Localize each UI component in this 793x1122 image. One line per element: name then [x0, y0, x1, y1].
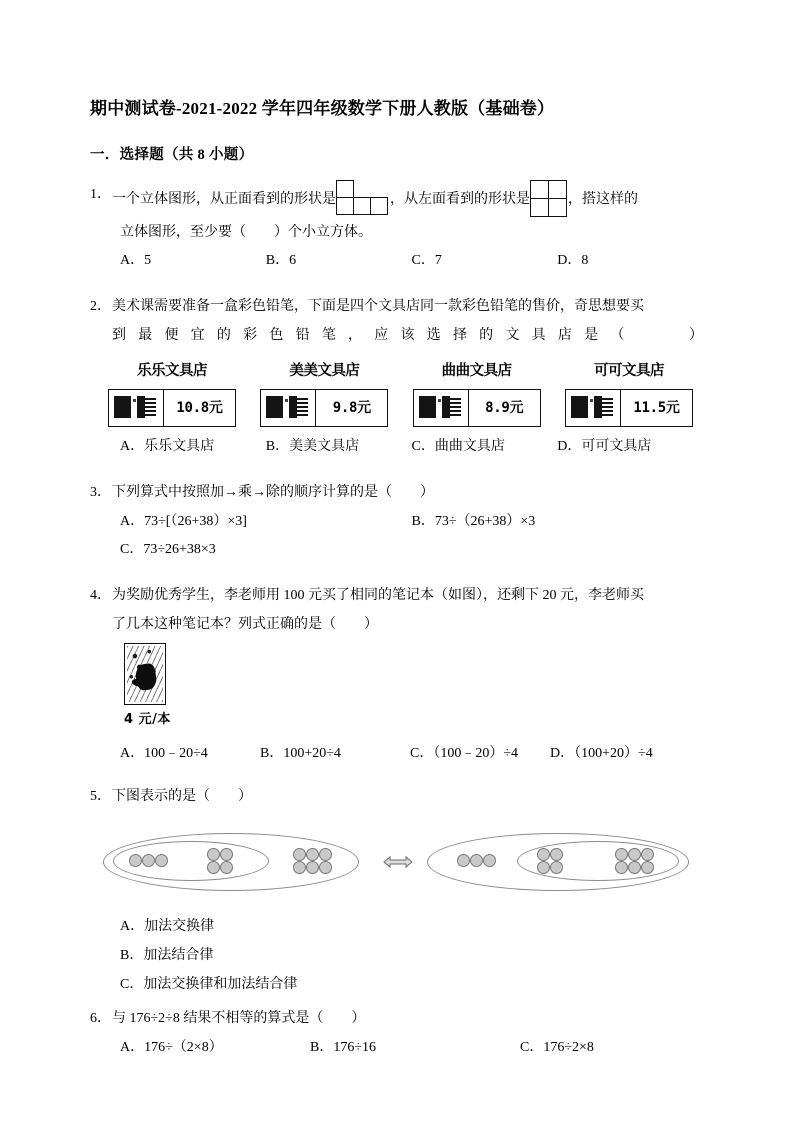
page-title: 期中测试卷-2021-2022 学年四年级数学下册人教版（基础卷）: [90, 99, 555, 118]
question-1-text-c: ，搭这样的: [568, 192, 638, 208]
question-2-options: [90, 433, 703, 462]
question-6-option-a[interactable]: A．176÷（2×8）: [120, 1040, 223, 1056]
pencil-box-icon-2: [261, 390, 316, 426]
question-1-text-a: 一个立体图形，从正面看到的形状是: [112, 192, 336, 208]
question-1-stem-line-2: 立体图形，至少要（ ）个小立方体。: [120, 224, 372, 240]
question-2-option-b[interactable]: B．美美文具店: [265, 439, 360, 455]
question-6-number: 6．: [90, 1011, 111, 1027]
question-5-option-c[interactable]: C．加法交换律和加法结合律: [120, 976, 298, 992]
store-name-4: 可可文具店: [593, 362, 664, 379]
question-6-stem: [90, 1005, 703, 1034]
question-5-stem: [90, 783, 703, 812]
question-2-option-a[interactable]: A．乐乐文具店: [120, 439, 215, 455]
question-3-option-b[interactable]: B．73÷（26+38）×3: [411, 513, 536, 529]
store-name-3: 曲曲文具店: [441, 362, 512, 379]
pencil-box-icon-4: [566, 390, 621, 426]
question-3-option-c[interactable]: C．73÷26+38×3: [120, 542, 216, 558]
question-4-option-c[interactable]: C．（100﹣20）÷4: [410, 746, 519, 762]
question-4-stem: [90, 582, 703, 611]
question-2-option-c[interactable]: C．曲曲文具店: [411, 439, 505, 455]
question-5-stem-text: 下图表示的是（ ）: [112, 788, 252, 804]
question-1-options: [90, 247, 703, 276]
left-view-square-figure: [530, 180, 568, 218]
pencil-box-icon-1: [109, 390, 164, 426]
question-3-number: 3．: [90, 484, 111, 500]
question-2-option-d[interactable]: D．可可文具店: [557, 439, 652, 455]
pencil-box-icon-3: [414, 390, 469, 426]
store-card-1: [108, 357, 236, 428]
notebook-price-label: 4 元/本: [124, 712, 171, 728]
question-6: [90, 1005, 703, 1062]
question-5: [90, 783, 703, 1000]
notebook-image: [124, 643, 166, 705]
notebook-figure: [90, 643, 703, 734]
question-4-number: 4．: [90, 588, 111, 604]
question-1: [90, 181, 703, 276]
question-1-option-d[interactable]: D．8: [557, 253, 589, 269]
question-4-stem-line-1: 为奖励优秀学生，李老师用 100 元买了相同的笔记本（如图），还剩下 20 元，李老师买: [112, 588, 644, 604]
store-card-2: [260, 357, 388, 428]
store-price-figure: [90, 357, 703, 428]
question-3-option-a[interactable]: A．73÷[（26+38）×3]: [120, 513, 247, 529]
question-4-option-b[interactable]: B．100+20÷4: [260, 746, 341, 762]
question-5-number: 5．: [90, 788, 111, 804]
question-1-number: 1．: [90, 186, 111, 202]
question-2: [90, 293, 703, 462]
question-1-option-c[interactable]: C．7: [411, 253, 442, 269]
question-6-option-b[interactable]: B．176÷16: [310, 1040, 377, 1056]
store-price-card-4: [565, 389, 693, 427]
question-4: [90, 582, 703, 769]
question-5-option-a[interactable]: A．加法交换律: [120, 919, 215, 935]
store-name-2: 美美文具店: [289, 362, 360, 379]
store-card-4: [565, 357, 693, 428]
question-3: [90, 479, 703, 565]
store-card-3: [413, 357, 541, 428]
question-2-stem-line-1: 美术课需要准备一盒彩色铅笔，下面是四个文具店同一款彩色铅笔的售价，奇思想要买: [112, 299, 644, 315]
question-1-option-a[interactable]: A．5: [120, 253, 152, 269]
question-2-stem: [90, 293, 703, 322]
question-3-stem-text: 下列算式中按照加→乘→除的顺序计算的是（ ）: [112, 484, 434, 500]
double-arrow-icon: [383, 855, 413, 869]
front-view-L-shape-figure: [336, 180, 390, 216]
question-4-stem-line-2: 了几本这种笔记本？列式正确的是（ ）: [112, 616, 378, 632]
question-6-options: [90, 1034, 703, 1063]
question-4-option-a[interactable]: A．100﹣20÷4: [120, 746, 208, 762]
store-price-card-3: [413, 389, 541, 427]
store-price-card-2: [260, 389, 388, 427]
store-name-1: 乐乐文具店: [137, 362, 207, 379]
store-price-card-1: [108, 389, 236, 427]
question-6-option-c[interactable]: C．176÷2×8: [520, 1040, 594, 1056]
store-price-3: 8.9元: [485, 399, 524, 416]
question-1-text-b: ，从左面看到的形状是: [390, 192, 530, 208]
question-5-option-b[interactable]: B．加法结合律: [120, 948, 214, 964]
question-4-options: [90, 740, 703, 769]
question-3-options-row-1: [90, 508, 703, 537]
store-price-2: 9.8元: [332, 399, 371, 416]
question-4-option-d[interactable]: D．（100+20）÷4: [550, 746, 653, 762]
question-2-stem-line-2: 到最便宜的彩色铅笔，应该选择的文具店是（ ）: [112, 327, 703, 343]
question-2-number: 2．: [90, 299, 111, 315]
store-price-4: 11.5元: [633, 399, 680, 416]
question-3-stem: [90, 479, 703, 508]
addition-law-dot-diagram: [97, 819, 697, 905]
section-heading-multiple-choice: 一．选择题（共 8 小题）: [90, 146, 254, 163]
question-6-stem-text: 与 176÷2÷8 结果不相等的算式是（ ）: [112, 1011, 366, 1027]
question-1-option-b[interactable]: B．6: [265, 253, 297, 269]
question-1-stem: [90, 181, 703, 219]
store-price-1: 10.8元: [176, 399, 223, 416]
